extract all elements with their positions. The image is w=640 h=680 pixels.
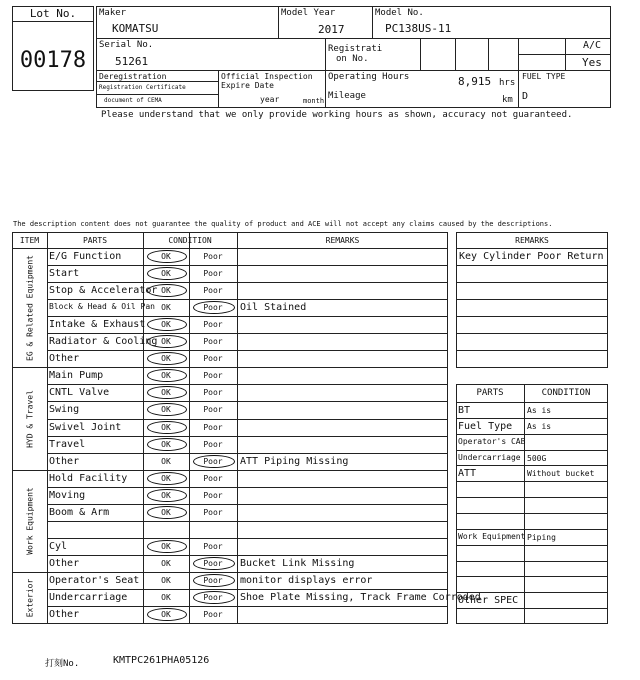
fuel-value: D [522,91,529,102]
stamp-label: 打刻No. [45,659,80,669]
condition-poor[interactable]: Poor [203,286,223,296]
side-part-condition: As is [527,406,552,415]
registration-label-2: on No. [336,54,369,64]
remark-text: Oil Stained [240,302,307,314]
condition-ok[interactable]: OK [161,388,171,398]
part-name: Other [49,557,80,569]
part-name: Stop & Accelerator [49,285,158,297]
group-label: Work Equipment [25,487,35,555]
part-name: Boom & Arm [49,506,110,518]
side-part-name: BT [458,405,471,416]
condition-ok[interactable]: OK [161,405,171,415]
disclaimer: The description content does not guarantee the quality of product and ACE will not accept any claims caused by the descriptions. [13,220,553,228]
side-remarks-text: Key Cylinder Poor Return [459,251,604,262]
condition-ok[interactable]: OK [161,354,171,364]
side-condition-header: CONDITION [541,388,591,398]
maker-label: Maker [99,8,127,18]
condition-ok[interactable]: OK [161,558,171,568]
header-remarks: REMARKS [325,236,360,245]
selected-condition-circle [147,472,187,485]
remark-text: Bucket Link Missing [240,557,355,569]
hours-label: Operating Hours [328,72,410,82]
mileage-label: Mileage [328,91,366,101]
model-no-label: Model No. [375,8,424,18]
part-name: Swivel Joint [49,421,122,433]
condition-poor[interactable]: Poor [203,473,223,483]
condition-poor[interactable]: Poor [203,610,223,620]
condition-poor[interactable]: Poor [203,422,223,432]
year-label: year [260,95,280,104]
side-part-name: Undercarriage [458,452,521,462]
selected-condition-circle [193,557,235,570]
part-name: Swing [49,404,80,416]
part-name: Main Pump [49,370,104,382]
condition-ok[interactable]: OK [161,456,171,466]
selected-condition-circle [147,421,187,434]
selected-condition-circle [193,455,235,468]
inspection-label-1: Official Inspection [221,72,313,81]
selected-condition-circle [147,608,187,621]
condition-poor[interactable]: Poor [203,405,223,415]
condition-poor[interactable]: Poor [203,507,223,517]
inspection-label-2: Expire Date [221,81,274,90]
condition-ok[interactable]: OK [161,610,171,620]
fuel-label: FUEL TYPE [522,72,566,81]
side-part-name: Other SPEC [458,595,519,607]
selected-condition-circle [147,284,187,297]
condition-poor[interactable]: Poor [203,490,223,500]
part-name: CNTL Valve [49,387,110,399]
condition-poor[interactable]: Poor [203,371,223,381]
condition-poor[interactable]: Poor [203,303,223,313]
serial-value: 51261 [115,55,149,68]
selected-condition-circle [147,506,187,519]
condition-poor[interactable]: Poor [203,252,223,261]
lot-label: Lot No. [29,7,77,20]
part-name: Other [49,455,80,467]
part-name: Intake & Exhaust [49,319,146,331]
dereg-cert: Registration Certificate [99,84,186,91]
side-part-condition: As is [527,421,552,431]
side-parts-header: PARTS [476,388,504,398]
group-label: EG & Related Equipment [25,254,35,361]
part-name: Cyl [49,540,68,552]
condition-ok[interactable]: OK [161,337,171,347]
part-name: Block & Head & Oil Pan [49,302,155,312]
part-name: Hold Facility [49,472,128,484]
condition-poor[interactable]: Poor [203,593,223,602]
condition-ok[interactable]: OK [161,422,171,432]
part-name: Undercarriage [49,592,128,603]
condition-ok[interactable]: OK [161,593,171,602]
selected-condition-circle [193,574,235,587]
header-parts: PARTS [82,236,108,245]
selected-condition-circle [147,250,187,263]
part-name: Other [49,609,80,621]
condition-ok[interactable]: OK [161,575,171,585]
condition-ok[interactable]: OK [161,303,171,313]
dereg-doc: document of CEMA [104,97,162,104]
condition-poor[interactable]: Poor [203,388,223,398]
group-label: HYD & Travel [25,389,35,448]
side-part-name: Work Equipment [458,531,526,541]
selected-condition-circle [147,267,187,280]
side-part-name: Operator's CAB [458,436,526,446]
serial-label: Serial No. [99,40,154,50]
condition-poor[interactable]: Poor [203,575,223,585]
part-name: Radiator & Cooling [49,336,158,348]
selected-condition-circle [147,438,187,451]
condition-poor[interactable]: Poor [203,439,223,449]
remark-text: Shoe Plate Missing, Track Frame Corroded [240,592,481,603]
hours-unit: hrs [499,78,516,88]
condition-poor[interactable]: Poor [203,541,223,551]
header-condition: CONDITION [168,236,212,245]
condition-poor[interactable]: Poor [203,337,223,347]
side-part-name: Fuel Type [458,420,513,432]
model-no-value: PC138US-11 [385,22,452,35]
ac-label: A/C [583,40,602,51]
group-label: Exterior [25,578,35,617]
part-name: Moving [49,489,86,501]
condition-ok[interactable]: OK [161,269,171,279]
maker-value: KOMATSU [112,22,159,35]
lot-number: 00178 [19,48,87,73]
side-part-condition: 500G [527,453,547,463]
condition-poor[interactable]: Poor [203,269,223,279]
condition-poor[interactable]: Poor [203,320,223,330]
condition-ok[interactable]: OK [161,507,171,517]
model-year-label: Model Year [281,8,336,18]
part-name: Other [49,353,80,365]
dereg-label: Deregistration [99,72,167,81]
selected-condition-circle [147,489,187,502]
hours-note: Please understand that we only provide working hours as shown, accuracy not guaranteed. [101,110,573,120]
condition-ok[interactable]: OK [161,541,171,551]
mileage-unit: km [502,95,513,105]
selected-condition-circle [193,591,235,604]
part-name: Travel [49,438,86,450]
remark-text: monitor displays error [240,574,373,586]
stamp-number: KMTPC261PHA05126 [113,655,210,666]
ac-value: Yes [582,56,602,69]
side-part-name: ATT [458,468,477,480]
registration-label-1: Registrati [328,44,383,54]
condition-poor[interactable]: Poor [203,354,223,364]
part-name: E/G Function [49,251,122,262]
condition-ok[interactable]: OK [161,490,171,500]
selected-condition-circle [147,540,187,553]
condition-poor[interactable]: Poor [203,558,223,568]
condition-poor[interactable]: Poor [203,456,223,466]
header-item: ITEM [19,236,40,245]
condition-ok[interactable]: OK [161,371,171,381]
side-part-condition: Without bucket [527,469,595,479]
model-year-value: 2017 [318,23,345,36]
side-part-condition: Piping [527,532,556,542]
part-name: Start [49,268,80,280]
side-remarks-header: REMARKS [515,236,549,245]
month-label: month [303,97,325,105]
condition-ok[interactable]: OK [161,286,171,296]
part-name: Operator's Seat [49,574,140,586]
condition-ok[interactable]: OK [161,320,171,330]
remark-text: ATT Piping Missing [240,455,349,467]
condition-ok[interactable]: OK [161,439,171,449]
hours-value: 8,915 [458,75,492,88]
condition-ok[interactable]: OK [161,473,171,483]
condition-ok[interactable]: OK [161,252,171,261]
